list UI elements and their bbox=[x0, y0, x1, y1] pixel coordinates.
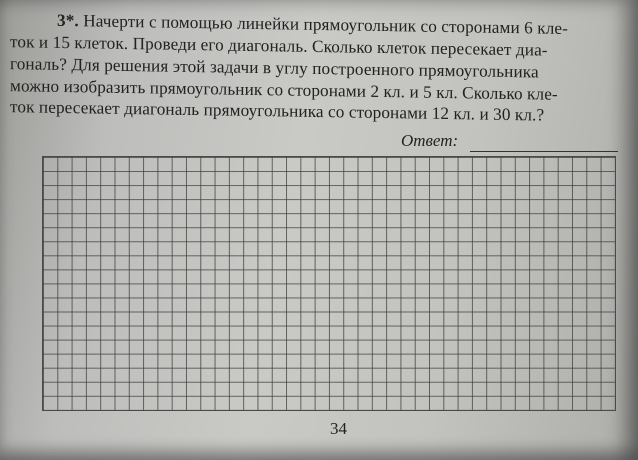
task-number: 3*. bbox=[57, 10, 79, 31]
answer-label: Ответ: bbox=[401, 131, 459, 150]
task-line-4: можно изобразить прямоугольник со сторонами 2 кл. и 5 кл. Сколько кле- bbox=[10, 76, 558, 104]
task-line-2: ток и 15 клеток. Проведи его диагональ. Сколько клеток пересекает диа- bbox=[10, 32, 548, 60]
task-line-3: гональ? Для решения этой задачи в углу построенного прямоугольника bbox=[10, 54, 539, 82]
answer-line[interactable] bbox=[470, 151, 618, 152]
task-line-1-text: Начерти с помощью линейки прямоугольник со сторонами 6 кле- bbox=[83, 11, 568, 38]
page-number: 34 bbox=[330, 419, 347, 438]
squared-grid[interactable] bbox=[42, 156, 616, 411]
task-line-5: ток пересекает диагональ прямоугольника со сторонами 12 кл. и 30 кл.? bbox=[10, 97, 545, 125]
task-text bbox=[0, 0, 638, 160]
